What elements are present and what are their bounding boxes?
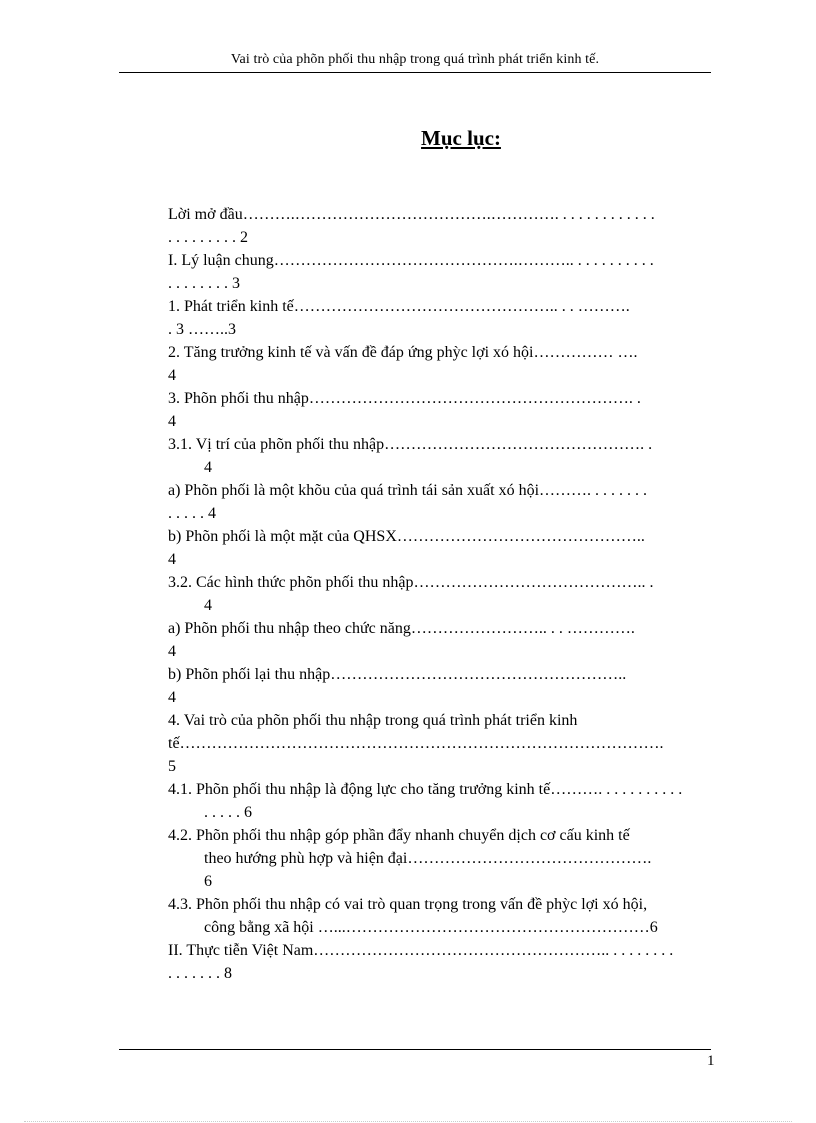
running-header: Vai trò của phõn phối thu nhập trong quá trình phát triển kinh tế.	[230, 52, 600, 67]
toc-entry-page: . . . . . . . . 3	[168, 275, 240, 292]
toc-entry-page: . 3 ……..3	[168, 321, 236, 338]
toc-entry-1[interactable]	[168, 295, 758, 341]
toc-entry-text: 4. Vai trò của phõn phối thu nhập trong quá trình phát triển kinh	[168, 712, 578, 729]
toc-entry-page: 4	[168, 413, 176, 430]
toc-entry-text-cont: theo hướng phù hợp và hiện đại……………………………………….	[204, 850, 652, 867]
toc-entry-theory[interactable]	[168, 249, 758, 295]
page-number: 1	[707, 1053, 715, 1069]
page-edge-divider	[24, 1121, 792, 1122]
toc-entry-text: Lời mở đầu……….……………………………….…………. . . . . . . . . . . . .	[168, 206, 655, 223]
toc-entry-page: 4	[168, 643, 176, 660]
toc-entry-text: b) Phõn phối lại thu nhập………………………………………………..	[168, 666, 627, 683]
toc-entry-text: 4.2. Phõn phối thu nhập góp phần đẩy nhanh chuyển dịch cơ cấu kinh tế	[168, 827, 630, 844]
toc-entry-text: 4.1. Phõn phối thu nhập là động lực cho tăng trưởng kinh tế………. . . . . . . . . . .	[168, 781, 683, 798]
toc-entry-3-1[interactable]	[168, 433, 758, 479]
toc-entry-3-2[interactable]	[168, 571, 758, 617]
table-of-contents	[168, 203, 758, 985]
toc-entry-page: 4	[168, 689, 176, 706]
toc-entry-text: 1. Phát triển kinh tế………………………………………….. . . ……….	[168, 298, 630, 315]
toc-entry-3[interactable]	[168, 387, 758, 433]
toc-entry-page: 6	[204, 873, 212, 890]
toc-entry-page: 4	[204, 597, 212, 614]
page-title: Mục lục:	[421, 126, 501, 150]
toc-entry-practice[interactable]	[168, 939, 758, 985]
toc-entry-page: 4	[168, 551, 176, 568]
toc-entry-page: . . . . . . . . . 2	[168, 229, 248, 246]
toc-entry-4-3[interactable]	[168, 893, 758, 939]
toc-entry-b-2[interactable]	[168, 663, 758, 709]
toc-entry-text: a) Phõn phối thu nhập theo chức năng…………………….. . . ………….	[168, 620, 635, 637]
toc-entry-page: 4	[204, 459, 212, 476]
toc-entry-a-2[interactable]	[168, 617, 758, 663]
footer-rule	[119, 1049, 711, 1050]
toc-entry-page: . . . . . . . 8	[168, 965, 232, 982]
toc-entry-2[interactable]	[168, 341, 758, 387]
toc-entry-text: b) Phõn phối là một mặt của QHSX………………………………………..	[168, 528, 645, 545]
header-rule	[119, 72, 711, 73]
toc-entry-page: . . . . . 6	[204, 804, 252, 821]
toc-entry-a-1[interactable]	[168, 479, 758, 525]
toc-entry-page: 5	[168, 758, 176, 775]
toc-entry-text: I. Lý luận chung……………………………………….……….. . . . . . . . . . .	[168, 252, 654, 269]
toc-entry-text-cont: tế……………………………………………………………………………….	[168, 735, 664, 752]
toc-entry-text: 3.2. Các hình thức phõn phối thu nhập…………………………………….. .	[168, 574, 654, 591]
toc-entry-text: II. Thực tiễn Việt Nam……………………………………………….. . . . . . . . .	[168, 942, 674, 959]
toc-entry-b-1[interactable]	[168, 525, 758, 571]
toc-entry-text: 4.3. Phõn phối thu nhập có vai trò quan trọng trong vấn đề phỳc lợi xó hội,	[168, 896, 648, 913]
toc-entry-text-cont: công bằng xã hội …...…………………………………………………6	[204, 919, 658, 936]
toc-entry-4-2[interactable]	[168, 824, 758, 893]
toc-entry-page: 4	[168, 367, 176, 384]
toc-entry-4[interactable]	[168, 709, 758, 778]
toc-entry-4-1[interactable]	[168, 778, 758, 824]
toc-entry-preface[interactable]	[168, 203, 758, 249]
toc-entry-page: . . . . . 4	[168, 505, 216, 522]
toc-entry-text: a) Phõn phối là một khõu của quá trình tái sản xuất xó hội………. . . . . . . .	[168, 482, 648, 499]
toc-entry-text: 3. Phõn phối thu nhập……………………………………………………. .	[168, 390, 641, 407]
toc-entry-text: 3.1. Vị trí của phõn phối thu nhập…………………………………………. .	[168, 436, 653, 453]
toc-entry-text: 2. Tăng trưởng kinh tế và vấn đề đáp ứng phỳc lợi xó hội…………… ….	[168, 344, 638, 361]
